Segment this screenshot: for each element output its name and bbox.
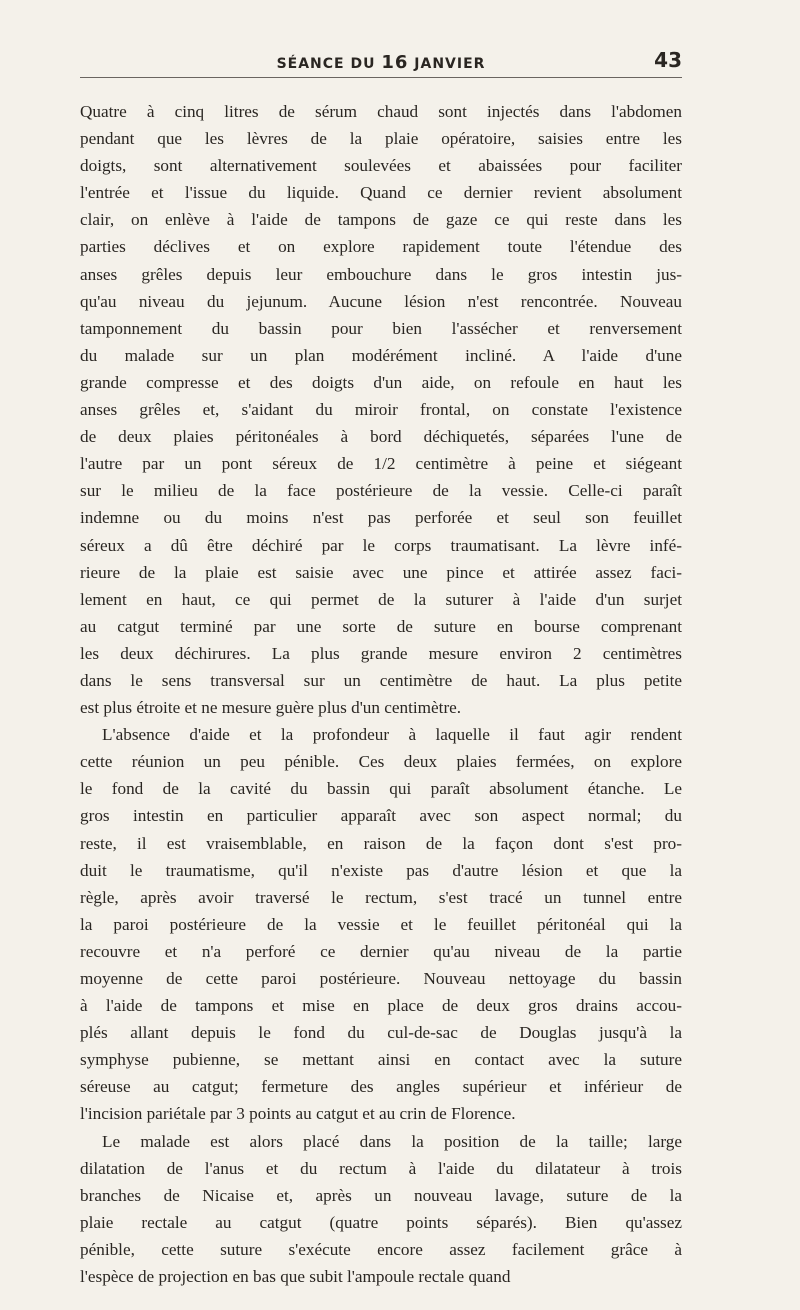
text-line: dans le sens transversal sur un centimètre de haut. La plus petite (80, 670, 682, 690)
text-line: Le malade est alors placé dans la position de la taille; large (102, 1131, 682, 1151)
text-line: la paroi postérieure de la vessie et le feuillet péritonéal qui la (80, 914, 682, 934)
text-line: pendant que les lèvres de la plaie opératoire, saisies entre les (80, 129, 682, 149)
paragraph (80, 721, 682, 1127)
text-line: lement en haut, ce qui permet de la suturer à l'aide d'un surjet (80, 589, 682, 609)
text-line: anses grêles et, s'aidant du miroir frontal, on constate l'existence (80, 400, 682, 420)
text-line: Quatre à cinq litres de sérum chaud sont injectés dans l'abdomen (80, 102, 682, 121)
text-line: au catgut terminé par une sorte de suture en bourse comprenant (80, 616, 682, 636)
text-line: l'espèce de projection en bas que subit l'ampoule rectale quand (80, 1267, 511, 1287)
text-line: du malade sur un plan modérément incliné. A l'aide d'une (80, 345, 682, 365)
text-line: duit le traumatisme, qu'il n'existe pas d'autre lésion et que la (80, 860, 682, 880)
text-line: qu'au niveau du jejunum. Aucune lésion n'est rencontrée. Nouveau (80, 291, 682, 311)
text-line: indemne ou du moins n'est pas perforée et seul son feuillet (80, 508, 682, 528)
paragraph (80, 1128, 682, 1291)
text-line: est plus étroite et ne mesure guère plus d'un centimètre. (80, 698, 462, 718)
paragraph (80, 98, 682, 721)
text-line: l'autre par un pont séreux de 1/2 centimètre à peine et siégeant (80, 454, 682, 474)
text-line: séreux a dû être déchiré par le corps traumatisant. La lèvre infé- (80, 535, 682, 555)
text-line: séreuse au catgut; fermeture des angles supérieur et inférieur de (80, 1077, 682, 1097)
title-month: JANVIER (414, 56, 486, 72)
text-line: règle, après avoir traversé le rectum, s'est tracé un tunnel entre (80, 887, 682, 907)
text-line: grande compresse et des doigts d'un aide, on refoule en haut les (80, 372, 682, 392)
text-line: cette réunion un peu pénible. Ces deux plaies fermées, on explore (80, 752, 682, 772)
text-line: de deux plaies péritonéales à bord déchiquetés, séparées l'une de (80, 427, 682, 447)
text-line: L'absence d'aide et la profondeur à laquelle il faut agir rendent (102, 725, 682, 745)
text-line: plés allant depuis le fond du cul-de-sac de Douglas jusqu'à la (80, 1023, 682, 1043)
body-text (80, 98, 682, 1290)
text-line: moyenne de cette paroi postérieure. Nouveau nettoyage du bassin (80, 969, 682, 988)
text-line: tamponnement du bassin pour bien l'assécher et renversement (80, 318, 682, 338)
text-line: clair, on enlève à l'aide de tampons de gaze ce qui reste dans les (80, 210, 682, 230)
text-line: parties déclives et on explore rapidement toute l'étendue des (80, 237, 682, 257)
title-day: 16 (381, 52, 409, 73)
text-line: dilatation de l'anus et du rectum à l'aide du dilatateur à trois (80, 1158, 682, 1178)
text-line: le fond de la cavité du bassin qui paraît absolument étanche. Le (80, 779, 682, 799)
text-line: anses grêles depuis leur embouchure dans le gros intestin jus- (80, 264, 682, 284)
running-title (80, 52, 682, 73)
text-line: gros intestin en particulier apparaît avec son aspect normal; du (80, 806, 682, 826)
page-number: 43 (654, 48, 682, 72)
text-line: reste, il est vraisemblable, en raison de la façon dont s'est pro- (80, 833, 682, 853)
text-line: l'entrée et l'issue du liquide. Quand ce dernier revient absolument (80, 183, 682, 203)
text-line: pénible, cette suture s'exécute encore assez facilement grâce à (80, 1239, 682, 1259)
text-line: à l'aide de tampons et mise en place de deux gros drains accou- (80, 996, 682, 1016)
title-prefix: SÉANCE DU (276, 56, 376, 72)
text-line: les deux déchirures. La plus grande mesure environ 2 centimètres (80, 643, 682, 663)
text-line: rieure de la plaie est saisie avec une pince et attirée assez faci- (80, 562, 682, 582)
header-rule (80, 77, 682, 78)
text-line: doigts, sont alternativement soulevées et abaissées pour faciliter (80, 156, 682, 176)
text-line: l'incision pariétale par 3 points au catgut et au crin de Florence. (80, 1104, 516, 1124)
text-line: symphyse pubienne, se mettant ainsi en contact avec la suture (80, 1050, 682, 1070)
text-line: branches de Nicaise et, après un nouveau lavage, suture de la (80, 1185, 682, 1205)
running-header (80, 48, 682, 72)
text-line: sur le milieu de la face postérieure de la vessie. Celle-ci paraît (80, 481, 682, 501)
text-line: recouvre et n'a perforé ce dernier qu'au niveau de la partie (80, 941, 682, 961)
text-line: plaie rectale au catgut (quatre points séparés). Bien qu'assez (80, 1212, 682, 1232)
